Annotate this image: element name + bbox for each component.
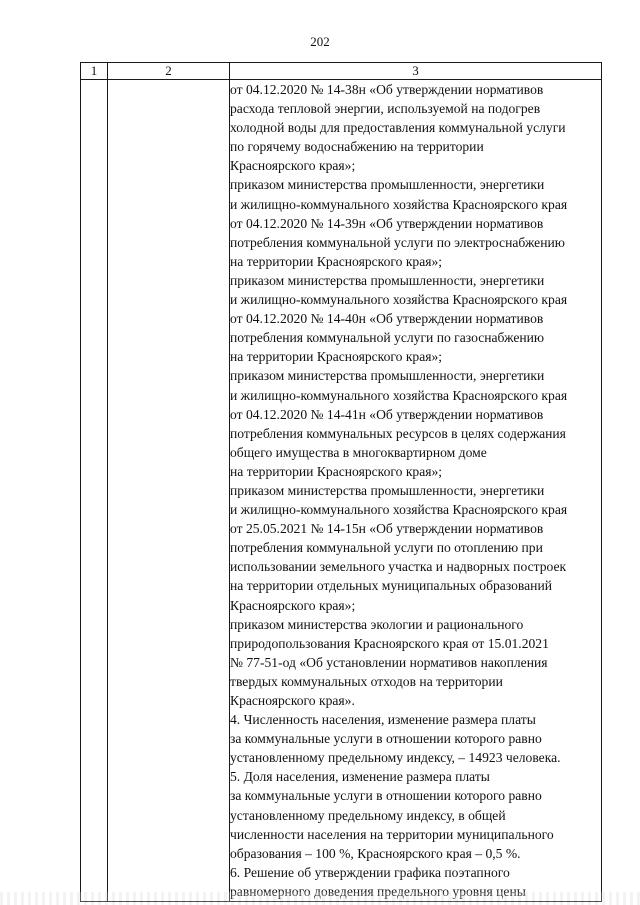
column-number-2: 2 bbox=[108, 63, 230, 80]
table-header-row bbox=[81, 63, 602, 80]
text-line: и жилищно-коммунального хозяйства Красноярского края bbox=[230, 292, 568, 308]
text-line: и жилищно-коммунального хозяйства Красноярского края bbox=[230, 196, 568, 212]
text-line: приказом министерства промышленности, энергетики bbox=[230, 368, 545, 384]
text-line: установленному предельному индексу, в общей bbox=[230, 807, 506, 823]
text-line: Красноярского края»; bbox=[230, 597, 356, 613]
text-line: 6. Решение об утверждении графика поэтапного bbox=[230, 864, 510, 880]
text-line: от 04.12.2020 № 14-38н «Об утверждении нормативов bbox=[230, 82, 544, 97]
text-line: 5. Доля населения, изменение размера платы bbox=[230, 769, 490, 785]
text-line: равномерного доведения предельного уровня цены bbox=[230, 883, 526, 899]
text-line: приказом министерства экологии и рационального bbox=[230, 616, 524, 632]
text-line: № 77-51-од «Об установлении нормативов накопления bbox=[230, 654, 548, 670]
text-line: установленному предельному индексу, – 14923 человека. bbox=[230, 750, 561, 766]
text-line: от 04.12.2020 № 14-41н «Об утверждении нормативов bbox=[230, 406, 544, 422]
table-row bbox=[81, 80, 602, 902]
text-line: потребления коммунальной услуги по газоснабжению bbox=[230, 330, 545, 346]
text-line: потребления коммунальной услуги по электроснабжению bbox=[230, 234, 565, 250]
text-line: потребления коммунальной услуги по отоплению при bbox=[230, 540, 543, 556]
text-line: численности населения на территории муниципального bbox=[230, 826, 554, 842]
text-line: за коммунальные услуги в отношении которого равно bbox=[230, 788, 542, 804]
text-line: на территории Красноярского края»; bbox=[230, 463, 443, 479]
text-line: использовании земельного участка и надворных построек bbox=[230, 559, 567, 575]
text-line: Красноярского края»; bbox=[230, 158, 356, 174]
text-line: Красноярского края». bbox=[230, 693, 355, 708]
empty-cell-col2 bbox=[108, 80, 230, 902]
text-line: и жилищно-коммунального хозяйства Красноярского края bbox=[230, 387, 568, 403]
text-line: холодной воды для предоставления коммунальной услуги bbox=[230, 120, 566, 136]
text-line: по горячему водоснабжению на территории bbox=[230, 139, 484, 155]
text-line: потребления коммунальных ресурсов в целях содержания bbox=[230, 425, 566, 441]
text-line: 4. Численность населения, изменение размера платы bbox=[230, 712, 536, 728]
page-number: 202 bbox=[310, 34, 330, 49]
empty-cell-col1 bbox=[81, 80, 108, 902]
document-table bbox=[80, 62, 602, 902]
text-line: за коммунальные услуги в отношении которого равно bbox=[230, 731, 542, 747]
text-line: общего имущества в многоквартирном доме bbox=[230, 444, 487, 460]
column-number-1: 1 bbox=[81, 63, 108, 80]
document-text-cell bbox=[230, 80, 602, 902]
text-line: на территории Красноярского края»; bbox=[230, 253, 443, 269]
text-line: приказом министерства промышленности, энергетики bbox=[230, 177, 545, 193]
text-line: приказом министерства промышленности, энергетики bbox=[230, 482, 545, 498]
text-line: приказом министерства промышленности, энергетики bbox=[230, 272, 545, 288]
column-number-3: 3 bbox=[230, 63, 602, 80]
text-line: и жилищно-коммунального хозяйства Красноярского края bbox=[230, 502, 568, 518]
text-line: от 25.05.2021 № 14-15н «Об утверждении нормативов bbox=[230, 521, 544, 537]
text-line: твердых коммунальных отходов на территории bbox=[230, 673, 503, 689]
text-line: образования – 100 %, Красноярского края – 0,5 %. bbox=[230, 845, 521, 861]
text-line: на территории отдельных муниципальных образований bbox=[230, 578, 553, 594]
text-line: расхода тепловой энергии, используемой на подогрев bbox=[230, 101, 541, 117]
text-line: от 04.12.2020 № 14-39н «Об утверждении нормативов bbox=[230, 215, 544, 231]
text-line: природопользования Красноярского края от 15.01.2021 bbox=[230, 635, 549, 651]
text-line: от 04.12.2020 № 14-40н «Об утверждении нормативов bbox=[230, 311, 544, 327]
scan-edge-artifact bbox=[0, 892, 640, 905]
text-line: на территории Красноярского края»; bbox=[230, 349, 443, 365]
